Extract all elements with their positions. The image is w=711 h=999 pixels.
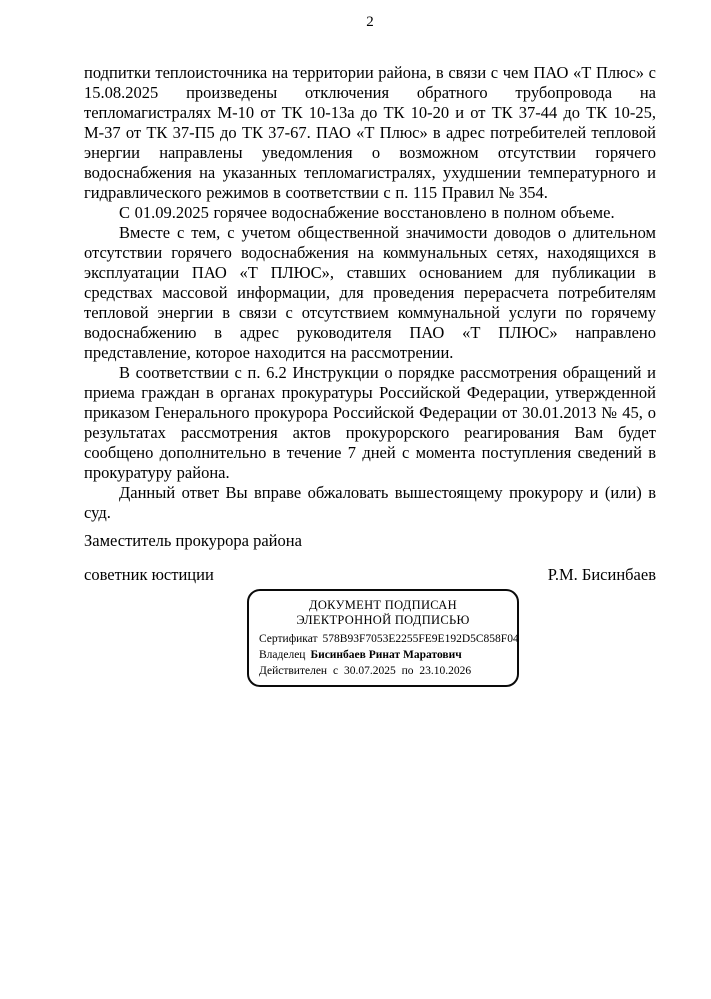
- signer-name: Р.М. Бисинбаев: [547, 565, 656, 584]
- stamp-title: [257, 598, 509, 628]
- paragraph-continuation: подпитки теплоисточника на территории района, в связи с чем ПАО «Т Плюс» с 15.08.2025 произведены отключения обратного трубопровода на тепломагистралях М-10 от ТК 10-13а до ТК 10-20 и от ТК 37-44 до ТК 10-25, М-37 от ТК 37-П5 до ТК 37-67. ПАО «Т Плюс» в адрес потребителей тепловой энергии направлены уведомления о возможном отсутствии горячего водоснабжения на указанных тепломагистралях, ухудшении температурного и гидравлического режимов в соответствии с п. 115 Правил № 354.: [84, 63, 656, 202]
- stamp-title-line2: ЭЛЕКТРОННОЙ ПОДПИСЬЮ: [296, 613, 470, 627]
- letter-body: [84, 63, 656, 523]
- signature-row: [84, 565, 656, 585]
- stamp-owner-label: Владелец: [259, 649, 306, 661]
- stamp-title-line1: ДОКУМЕНТ ПОДПИСАН: [309, 598, 457, 612]
- digital-signature-stamp: [247, 589, 519, 687]
- signer-post-line2: советник юстиции: [84, 565, 214, 584]
- paragraph-representation: Вместе с тем, с учетом общественной значимости доводов о длительном отсутствии горячего водоснабжения на коммунальных сетях, находящихся в эксплуатации ПАО «Т ПЛЮС», ставших основанием для публикации в средствах массовой информации, для проведения перерасчета потребителям тепловой энергии в связи с отсутствием коммунальной услуги по горячему водоснабжению в адрес руководителя ПАО «Т ПЛЮС» направлено представление, которое находится на рассмотрении.: [84, 223, 656, 362]
- stamp-validity-line: Действителен с 30.07.2025 по 23.10.2026: [259, 665, 472, 677]
- page-number: 2: [366, 14, 374, 30]
- paragraph-restoration: С 01.09.2025 горячее водоснабжение восстановлено в полном объеме.: [119, 203, 615, 222]
- stamp-certificate-value: 578B93F7053E2255FE9E192D5C858F04: [322, 633, 519, 645]
- stamp-owner-name: Бисинбаев Ринат Маратович: [310, 649, 462, 661]
- stamp-certificate-label: Сертификат: [259, 633, 318, 645]
- paragraph-instruction: В соответствии с п. 6.2 Инструкции о порядке рассмотрения обращений и приема граждан в органах прокуратуры Российской Федерации, утвержденной приказом Генерального прокурора Российской Федерации от 30.01.2013 № 45, о результатах рассмотрения актов прокурорского реагирования Вам будет сообщено дополнительно в течение 7 дней с момента поступления сведений в прокуратуру района.: [84, 363, 656, 482]
- stamp-owner-line: [257, 647, 509, 663]
- paragraph-appeal-rights: Данный ответ Вы вправе обжаловать вышестоящему прокурору и (или) в суд.: [84, 483, 656, 522]
- signer-post-line1: Заместитель прокурора района: [84, 531, 302, 550]
- stamp-certificate-line: [257, 631, 519, 647]
